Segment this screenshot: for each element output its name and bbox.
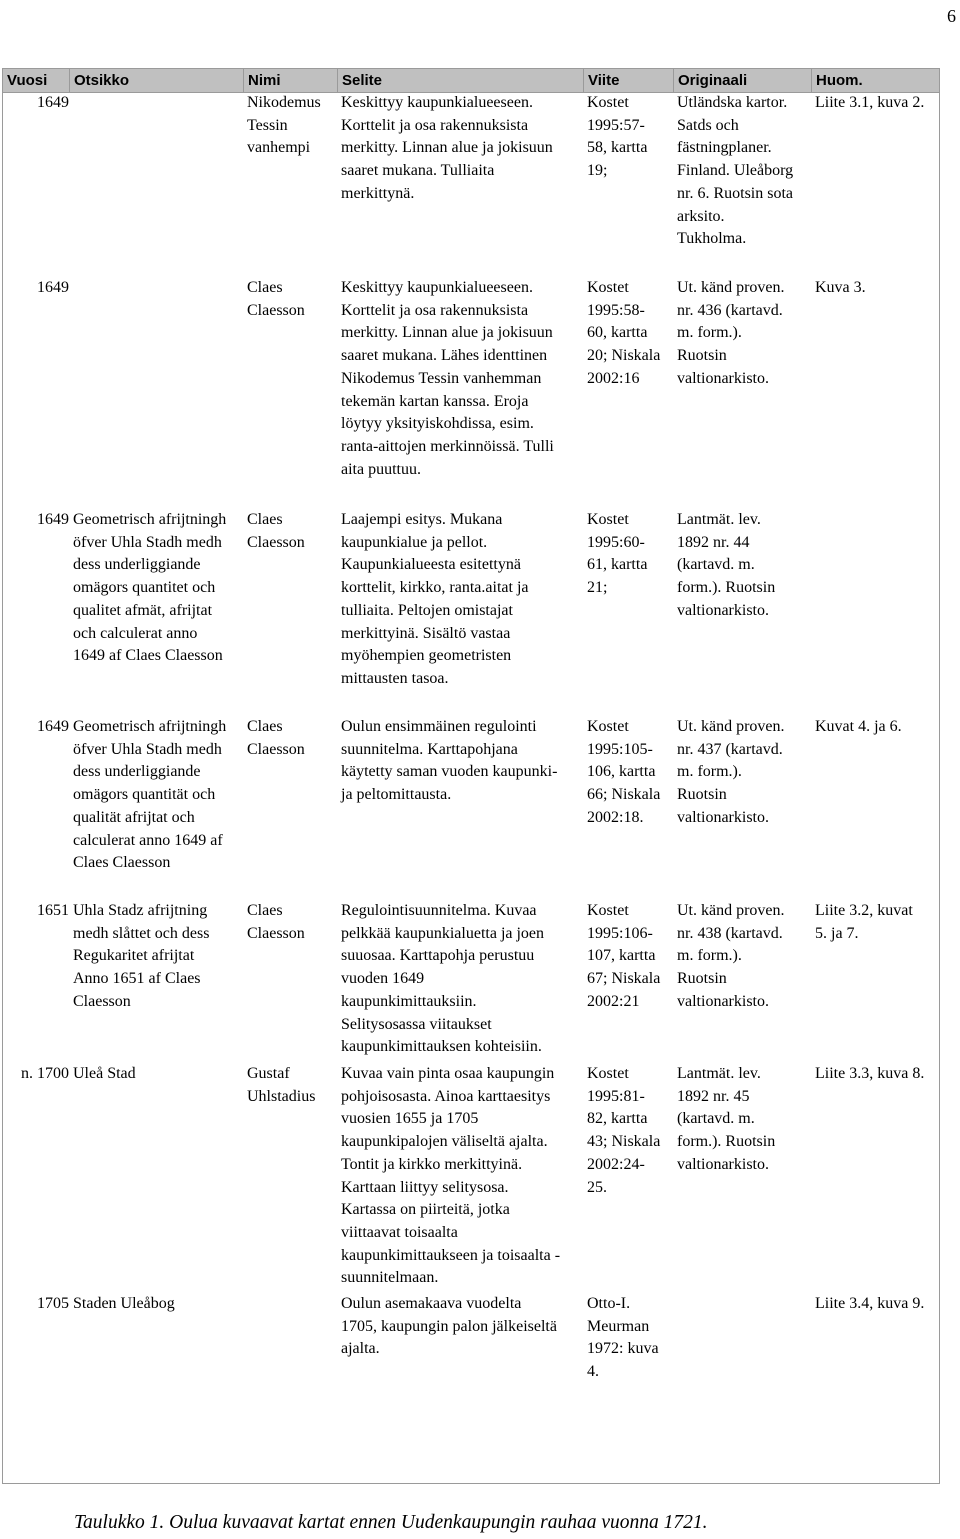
header-reference: Viite [583,69,673,92]
table-caption: Taulukko 1. Oulua kuvaavat kartat ennen Uudenkaupungin rauhaa vuonna 1721. [74,1512,708,1533]
table-header-row [3,69,939,93]
cell-description: Oulun asemakaava vuodelta 1705, kaupungin palon jälkeiseltä ajalta. [341,1295,557,1358]
cell-year: 1649 [37,279,69,296]
page-number: 6 [947,6,956,26]
cell-title: Uleå Stad [73,1065,136,1082]
cell-name: Gustaf Uhlstadius [247,1065,316,1105]
cell-note: Liite 3.3, kuva 8. [815,1065,925,1082]
cell-year: 1649 [37,718,69,735]
maps-table [2,68,940,1484]
cell-original: Utländska kartor. Satds och fästningplaner. Finland. Uleåborg nr. 6. Ruotsin sota arksito. Tukholma. [677,94,794,248]
cell-description: Laajempi esitys. Mukana kaupunkialue ja pellot. Kaupunkialueesta esitettynä korttelit, kirkko, ranta.aitat ja tulliaita. Peltojen omistajat merkittyinä. Sisältö vastaa myöhempien geometristen mittausten tasoa. [341,511,529,687]
cell-note: Liite 3.4, kuva 9. [815,1295,925,1312]
cell-note: Liite 3.2, kuvat 5. ja 7. [815,902,913,942]
cell-note: Kuvat 4. ja 6. [815,718,902,735]
cell-reference: Kostet 1995:105- 106, kartta 66; Niskala 2002:18. [587,718,661,826]
cell-title: Uhla Stadz afrijtning medh slåttet och dess Regukaritet afrijtat Anno 1651 af Claes Claesson [73,902,210,1010]
cell-reference: Otto-I. Meurman 1972: kuva 4. [587,1295,659,1381]
cell-reference: Kostet 1995:106- 107, kartta 67; Niskala 2002:21 [587,902,661,1010]
cell-title: Geometrisch afrijtningh öfver Uhla Stadh medh dess underliggiande omägors quantitet och qualitet afmät, afrijtat och calculerat anno 1649 af Claes Claesson [73,511,227,665]
header-title: Otsikko [69,69,243,92]
cell-name: Claes Claesson [247,902,305,942]
cell-name: Claes Claesson [247,279,305,319]
cell-title: Staden Uleåbog [73,1295,175,1312]
cell-year: 1705 [37,1295,69,1312]
cell-reference: Kostet 1995:58- 60, kartta 20; Niskala 2002:16 [587,279,661,387]
cell-description: Keskittyy kaupunkialueeseen. Korttelit ja osa rakennuksista merkitty. Linnan alue ja jokisuun saaret mukana. Tulliaita merkittynä. [341,94,553,202]
cell-note: Kuva 3. [815,279,866,296]
header-original: Originaali [673,69,811,92]
cell-original: Lantmät. lev. 1892 nr. 45 (kartavd. m. form.). Ruotsin valtionarkisto. [677,1065,776,1173]
cell-reference: Kostet 1995:57- 58, kartta 19; [587,94,648,180]
cell-description: Regulointisuunnitelma. Kuvaa pelkkää kaupunkialuetta ja joen suuosaa. Karttapohja perustuu vuoden 1649 kaupunkimittauksiin. Selitysosassa viitaukset kaupunkimittauksen kohteisiin. [341,902,545,1056]
cell-original: Ut. känd proven. nr. 438 (kartavd. m. form.). Ruotsin valtionarkisto. [677,902,785,1010]
cell-original: Ut. känd proven. nr. 437 (kartavd. m. form.). Ruotsin valtionarkisto. [677,718,785,826]
cell-original: Lantmät. lev. 1892 nr. 44 (kartavd. m. form.). Ruotsin valtionarkisto. [677,511,776,619]
cell-note: Liite 3.1, kuva 2. [815,94,925,111]
cell-year: 1649 [37,94,69,111]
cell-description: Keskittyy kaupunkialueeseen. Korttelit ja osa rakennuksista merkitty. Linnan alue ja jokisuun saaret mukana. Lähes identtinen Nikodemus Tessin vanhemman tekemän kartan kanssa. Eroja löytyy yksityiskohdissa, esim. ranta-aittojen merkinnöissä. Tulli aita puuttuu. [341,279,554,478]
cell-year: 1651 [37,902,69,919]
cell-year: 1649 [37,511,69,528]
cell-reference: Kostet 1995:60- 61, kartta 21; [587,511,648,597]
cell-description: Kuvaa vain pinta osaa kaupungin pohjoisosasta. Ainoa karttaesitys vuosien 1655 ja 1705 kaupunkipalojen väliseltä ajalta. Tontit ja kirkko merkittyinä. Karttaan liittyy selitysosa. Kartassa on piirteitä, jotka viittaavat toisaalta kaupunkimittaukseen ja toisaalta - suunnitelmaan. [341,1065,561,1287]
header-description: Selite [337,69,583,92]
header-note: Huom. [811,69,940,92]
cell-original: Ut. känd proven. nr. 436 (kartavd. m. form.). Ruotsin valtionarkisto. [677,279,785,387]
cell-title: Geometrisch afrijtningh öfver Uhla Stadh medh dess underliggiande omägors quantität och qualität afrijtat och calculerat anno 1649 af Claes Claesson [73,718,227,872]
cell-reference: Kostet 1995:81- 82, kartta 43; Niskala 2002:24- 25. [587,1065,661,1196]
cell-name: Nikodemus Tessin vanhempi [247,94,321,157]
cell-description: Oulun ensimmäinen regulointi suunnitelma. Karttapohjana käytetty saman vuoden kaupunki- ja peltomittausta. [341,718,558,804]
cell-year: n. 1700 [21,1065,69,1082]
cell-name: Claes Claesson [247,511,305,551]
header-year: Vuosi [7,72,48,89]
cell-name: Claes Claesson [247,718,305,758]
header-name: Nimi [243,69,337,92]
